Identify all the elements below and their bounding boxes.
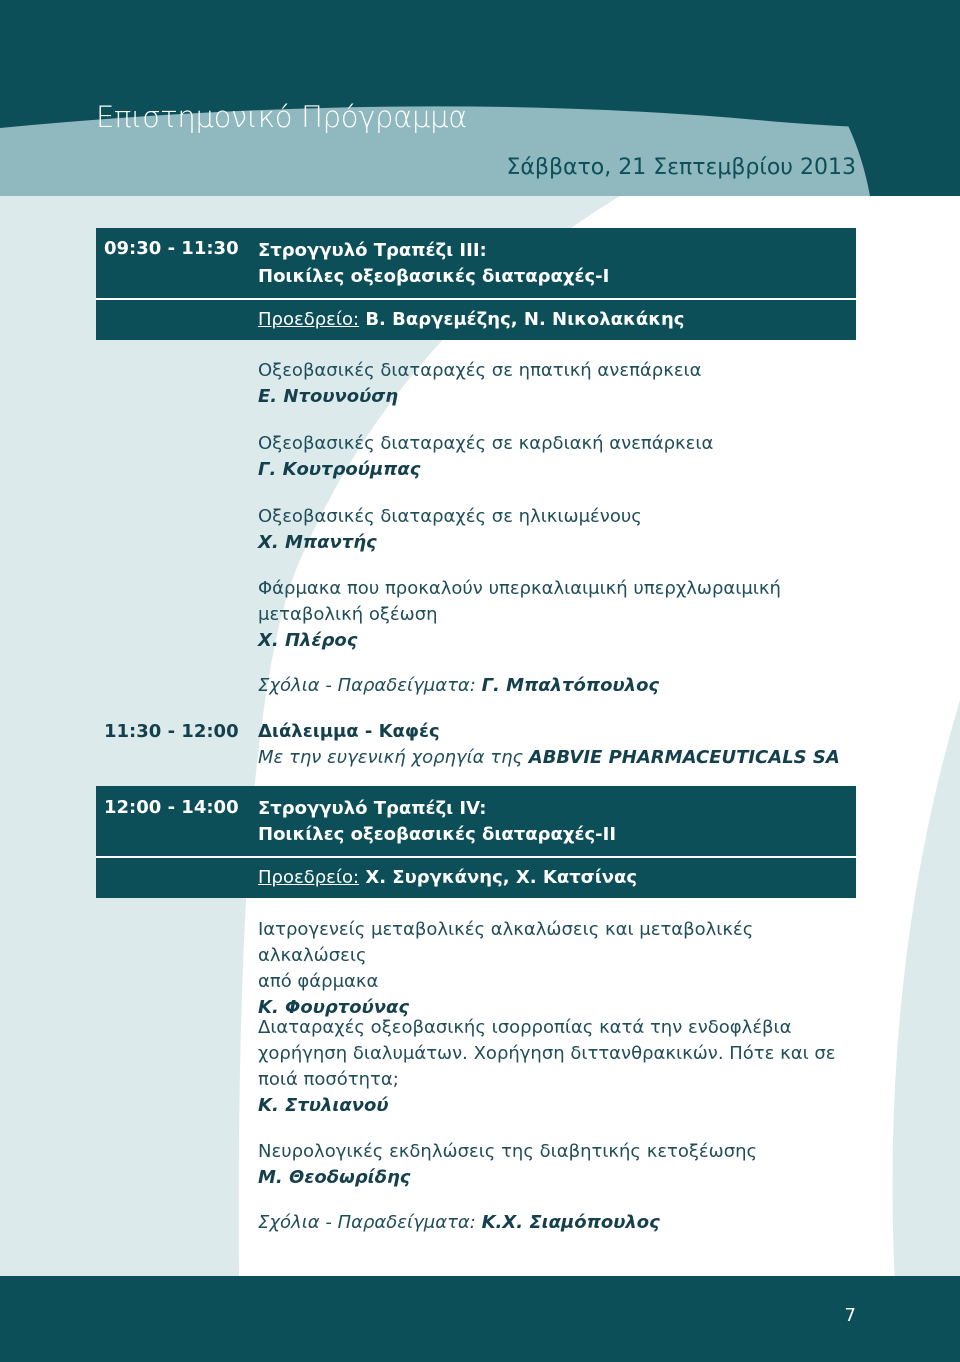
page-number: 7 [844,1305,856,1326]
sponsor-name: ABBVIE PHARMACEUTICALS SA [528,747,840,768]
chair-names: Β. Βαργεμέζης, Ν. Νικολακάκης [359,309,685,330]
chair-names: Χ. Συργκάνης, Χ. Κατσίνας [359,867,638,888]
talk-item [258,431,858,483]
talk-item [258,1139,858,1191]
talk-title-cont: μεταβολική οξέωση [258,604,438,625]
session-3-title-line1: Στρογγυλό Τραπέζι ΙΙΙ: [258,240,487,261]
comments-label: Σχόλια - Παραδείγματα: [258,1212,482,1233]
sponsor-prefix: Με την ευγενική χορηγία της [258,747,529,768]
comments-name: Κ.Χ. Σιαμόπουλος [481,1212,660,1233]
talk-speaker: Μ. Θεοδωρίδης [258,1167,411,1188]
program-date: Σάββατο, 21 Σεπτεμβρίου 2013 [506,155,856,180]
right-light-shape [893,700,960,1362]
comments-label: Σχόλια - Παραδείγματα: [258,675,482,696]
talk-title: Φάρμακα που προκαλούν υπερκαλιαιμική υπερχλωραιμική [258,578,781,599]
talk-title: Οξεοβασικές διαταραχές σε καρδιακή ανεπάρκεια [258,433,714,454]
session-4-chair-band [96,856,856,898]
session-4-title-line1: Στρογγυλό Τραπέζι ΙV: [258,798,487,819]
page-title: Επιστημονικό Πρόγραμμα [96,100,468,134]
bottom-footer-band [0,1276,960,1362]
talk-speaker: Γ. Κουτρούμπας [258,459,421,480]
talk-speaker: Κ. Φουρτούνας [258,997,410,1018]
comments-name: Γ. Μπαλτόπουλος [481,675,660,696]
talk-speaker: Χ. Μπαντής [258,532,377,553]
session-3-chairs [258,309,684,330]
chair-label: Προεδρείο: [258,309,360,330]
break-title: Διάλειμμα - Καφές [258,721,440,742]
talk-title: Οξεοβασικές διαταραχές σε ηπατική ανεπάρκεια [258,360,702,381]
talk-title-cont: ποιά ποσότητα; [258,1069,399,1090]
talk-title-cont: χορήγηση διαλυμάτων. Χορήγηση διττανθρακικών. Πότε και σε [258,1043,836,1064]
talk-title-cont: από φάρμακα [258,971,379,992]
break-time: 11:30 - 12:00 [104,721,239,742]
session-3-chair-band [96,298,856,340]
session-3-title-line2: Ποικίλες οξεοβασικές διαταραχές-Ι [258,266,610,287]
talk-item [258,504,858,556]
session-4-title-line2: Ποικίλες οξεοβασικές διαταραχές-ΙΙ [258,824,617,845]
break-sponsor [258,745,840,771]
session-4-comments [258,1212,660,1233]
coffee-break [258,719,840,771]
talk-title: Διαταραχές οξεοβασικής ισορροπίας κατά την ενδοφλέβια [258,1017,792,1038]
talk-item [258,1015,858,1119]
session-3-comments [258,675,659,696]
talk-item [258,358,858,410]
session-3-time: 09:30 - 11:30 [104,238,239,259]
session-4-time: 12:00 - 14:00 [104,797,239,818]
talk-speaker: Χ. Πλέρος [258,630,358,651]
talk-title: Νευρολογικές εκδηλώσεις της διαβητικής κετοξέωσης [258,1141,758,1162]
talk-title: Ιατρογενείς μεταβολικές αλκαλώσεις και μεταβολικές αλκαλώσεις [258,919,754,966]
talk-item [258,576,858,654]
talk-speaker: Ε. Ντουνούση [258,386,399,407]
talk-title: Οξεοβασικές διαταραχές σε ηλικιωμένους [258,506,642,527]
session-4-chairs [258,867,637,888]
chair-label: Προεδρείο: [258,867,360,888]
talk-item [258,917,858,1021]
talk-speaker: Κ. Στυλιανού [258,1095,389,1116]
